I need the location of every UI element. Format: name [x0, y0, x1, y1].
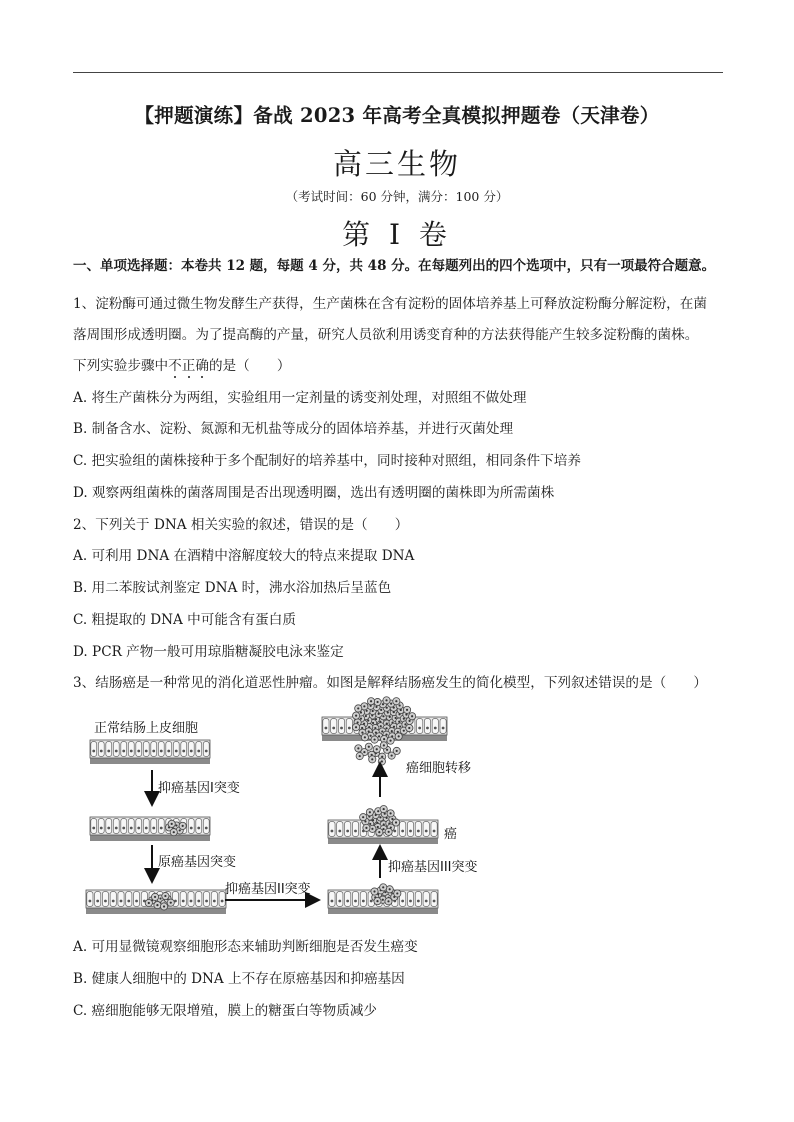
section-heading: 一、单项选择题：本卷共 12 题，每题 4 分，共 48 分。在每题列出的四个选项中，只有一项最符合题意。	[73, 258, 716, 274]
q1-option-b: B. 制备含水、淀粉、氮源和无机盐等成分的固体培养基，并进行灭菌处理	[73, 421, 514, 437]
q2-option-a: A. 可利用 DNA 在酒精中溶解度较大的特点来提取 DNA	[73, 548, 415, 564]
q2-option-b: B. 用二苯胺试剂鉴定 DNA 时，沸水浴加热后呈蓝色	[73, 580, 392, 596]
q1-stem-line-3	[73, 354, 291, 374]
q1-stem-prefix: 下列实验步骤中	[73, 358, 169, 374]
label-suppressor-gene-ii: 抑癌基因II突变	[225, 882, 311, 897]
top-rule	[73, 72, 723, 73]
q2-stem: 2、下列关于 DNA 相关实验的叙述，错误的是（ ）	[73, 517, 409, 533]
label-metastasis: 癌细胞转移	[406, 761, 472, 776]
emphasis-character: 正	[181, 358, 196, 374]
label-suppressor-gene-iii: 抑癌基因III突变	[388, 860, 478, 875]
subject-title: 高三生物	[332, 147, 461, 181]
q3-stem: 3、结肠癌是一种常见的消化道恶性肿瘤。如图是解释结肠癌发生的简化模型，下列叙述错误的是（ ）	[73, 675, 707, 691]
migrating-cancer-cells	[355, 742, 401, 765]
volume-title: 第 I 卷	[342, 218, 452, 251]
epithelium-after-step-1	[90, 817, 210, 841]
emphasis-character: 不	[168, 358, 182, 374]
q2-option-d: D. PCR 产物一般可用琼脂糖凝胶电泳来鉴定	[73, 644, 344, 660]
exam-info: （考试时间：60 分钟，满分：100 分）	[285, 189, 509, 204]
normal-epithelium-row	[90, 740, 210, 764]
label-normal-epithelium: 正常结肠上皮细胞	[94, 721, 199, 736]
label-suppressor-gene-i: 抑癌基因I突变	[158, 781, 240, 796]
q3-option-a: A. 可用显微镜观察细胞形态来辅助判断细胞是否发生癌变	[73, 939, 418, 955]
q3-option-b: B. 健康人细胞中的 DNA 上不存在原癌基因和抑癌基因	[73, 971, 405, 987]
q1-stem-line-2: 落周围形成透明圈。为了提高酶的产量，研究人员欲利用诱变育种的方法获得能产生较多淀粉酶的菌株。	[73, 327, 699, 343]
q1-stem-suffix: 的是（ ）	[208, 358, 291, 374]
q1-option-c: C. 把实验组的菌株接种于多个配制好的培养基中，同时接种对照组，相同条件下培养	[73, 453, 581, 469]
colon-cancer-model-figure	[80, 695, 500, 920]
label-oncogene: 原癌基因突变	[158, 855, 237, 870]
exam-paper-title: 【押题演练】备战 2023 年高考全真模拟押题卷（天津卷）	[134, 104, 660, 127]
q1-stem-emphasis	[168, 358, 209, 374]
q1-stem-line-1: 1、淀粉酶可通过微生物发酵生产获得，生产菌株在含有淀粉的固体培养基上可释放淀粉酶分解淀粉，在菌	[73, 296, 707, 312]
label-cancer: 癌	[444, 827, 458, 842]
emphasis-character: 确	[195, 358, 209, 374]
q1-option-d: D. 观察两组菌株的菌落周围是否出现透明圈，选出有透明圈的菌株即为所需菌株	[73, 485, 555, 501]
q1-option-a: A. 将生产菌株分为两组，实验组用一定剂量的诱变剂处理，对照组不做处理	[73, 390, 527, 406]
q3-option-c: C. 癌细胞能够无限增殖，膜上的糖蛋白等物质减少	[73, 1003, 378, 1019]
q2-option-c: C. 粗提取的 DNA 中可能含有蛋白质	[73, 612, 296, 628]
